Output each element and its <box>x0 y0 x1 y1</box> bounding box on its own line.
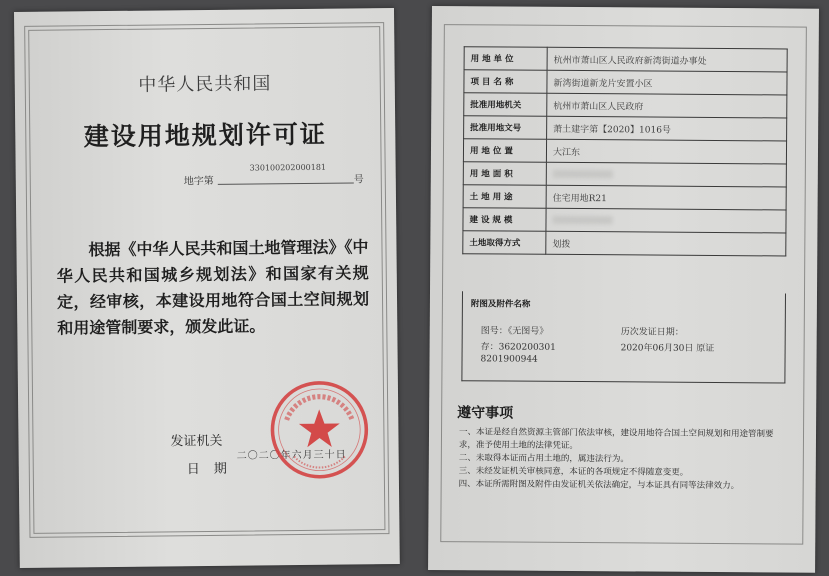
row-value: 新湾街道新龙片安置小区 <box>547 70 787 95</box>
date-value: 二〇二〇年六月三十日 <box>236 449 347 462</box>
attachments-title: 附图及附件名称 <box>470 299 531 310</box>
row-label: 项 目 名 称 <box>464 70 547 94</box>
table-row <box>463 185 786 210</box>
note-item: 二、未取得本证而占用土地的，属违法行为。 <box>458 453 629 465</box>
note-item: 四、本证所需附图及附件由发证机关依法确定，与本证具有同等法律效力。 <box>458 479 740 492</box>
certificate-right-page <box>428 6 819 573</box>
redacted-blur <box>552 215 612 223</box>
table-row <box>464 70 787 95</box>
row-label: 土地取得方式 <box>463 231 546 255</box>
row-label: 土 地 用 途 <box>463 185 546 209</box>
row-label: 用 地 面 积 <box>463 162 546 186</box>
table-row <box>463 208 786 233</box>
row-value: 划拨 <box>546 231 786 256</box>
official-seal-icon <box>268 378 371 481</box>
certificate-number <box>183 162 364 188</box>
row-label: 批准用地机关 <box>464 93 547 117</box>
preamble-text: 根据《中华人民共和国土地管理法》《中华人民共和国城乡规划法》和国家有关规定，经审核，本建设用地符合国土空间规划和用途管制要求，颁发此证。 <box>56 237 370 338</box>
table-row <box>463 162 786 187</box>
note-item: 一、本证是经自然资源主管部门依法审核，建设用地符合国土空间规划和用途管制要求，准予使用土地的法律凭证。 <box>458 427 774 452</box>
row-value-redacted <box>546 208 786 233</box>
issue-history-date: 2020年06月30日 原证 <box>620 343 715 354</box>
deposit-number-cont: 8201900944 <box>480 354 538 365</box>
deposit-number: 存：3620200301 <box>480 342 556 353</box>
row-label: 批准用地文号 <box>464 116 547 140</box>
row-value: 住宅用地R21 <box>546 185 786 210</box>
notes-list <box>459 426 789 493</box>
number-suffix: 号 <box>353 174 364 186</box>
row-value: 大江东 <box>546 139 786 164</box>
country-name: 中华人民共和国 <box>138 73 272 96</box>
row-label: 建 设 规 模 <box>463 208 546 232</box>
table-row <box>463 139 786 164</box>
number-underline <box>218 182 354 184</box>
number-prefix: 地字第 <box>183 175 214 188</box>
row-value: 杭州市萧山区人民政府新湾街道办事处 <box>547 47 787 72</box>
table-row <box>464 116 787 141</box>
drawing-number: 图号：《无图号》 <box>480 326 549 337</box>
certificate-title: 建设用地规划许可证 <box>83 119 327 152</box>
row-label: 用 地 单 位 <box>464 47 547 71</box>
number-value: 330100202000181 <box>249 162 327 173</box>
notes-title: 遵守事项 <box>457 405 514 422</box>
attachments-section <box>461 291 786 383</box>
issuer-label: 发证机关 <box>170 433 223 450</box>
row-label: 用 地 位 置 <box>463 139 546 163</box>
certificate-left-page <box>14 8 400 568</box>
row-value-redacted <box>546 162 786 187</box>
row-value: 杭州市萧山区人民政府 <box>547 93 787 118</box>
table-row <box>463 231 786 256</box>
redacted-blur <box>553 169 613 177</box>
row-value: 萧土建字第【2020】1016号 <box>547 116 787 141</box>
note-item: 三、未经发证机关审核同意，本证的各项规定不得随意变更。 <box>458 466 689 478</box>
date-label: 日期 <box>186 461 241 478</box>
land-info-table <box>462 46 787 256</box>
issue-history-label: 历次发证日期： <box>620 327 684 338</box>
table-row <box>464 93 787 118</box>
table-row <box>464 47 787 72</box>
